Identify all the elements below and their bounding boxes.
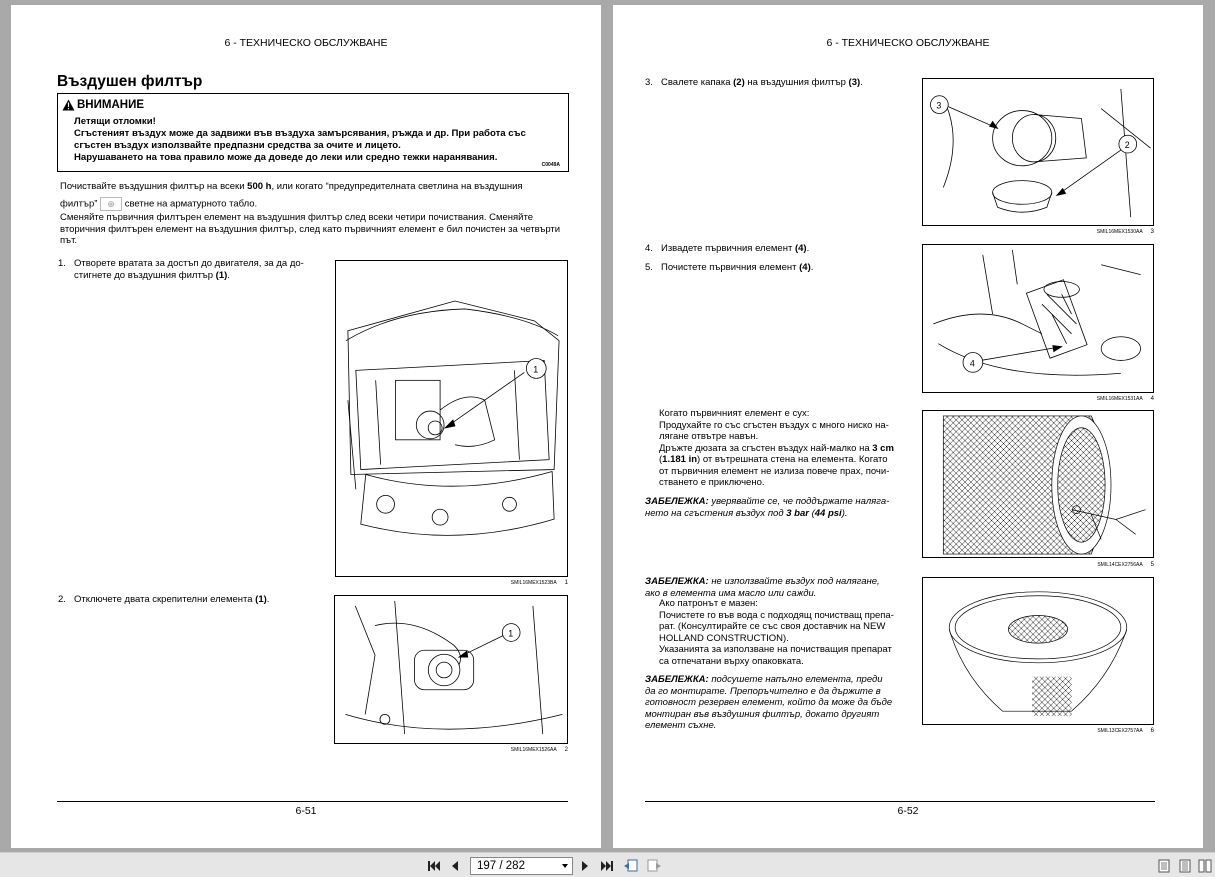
figure-2-caption: SMIL16MEX1526AA 2 xyxy=(510,747,568,753)
next-page-button[interactable] xyxy=(576,857,594,874)
right-page: 6 - ТЕХНИЧЕСКО ОБСЛУЖВАНЕ 3. Свалете капака (2) на въздушния филтър (3). 3 2 SMIL16MEX1530AA 3 4. Извадете първичния елемент (4). 5. Почистете първичния елемент (4). 4 SMIL16MEX1531AA 4 Когато първичният елемент е сух: Продухайте го със сгъстен въздух с много ниско на- лягане отвътре навън. Дръжте дюзата за сгъстен въздух най-малко на 3 cm (1.181 in) от вътрешната стена на елемента. Когато от първичния елемент не излиза повече прах, почи- стването е приключено. ЗАБЕЛЕЖКА: уверявайте се, че поддържате наляга- нето на сгъстения въздух под 3 bar (44 psi). SMIL14CEX2756AA 5 ЗАБЕЛЕЖКА: не използвайте въздух под налягане, ако в елемента има масло или сажди. Ако патронът е мазен: Почистете го във вода с подходящ почистващ препа- рат. (Консултирайте се със своя доставчик на NEW HOLLAND CONSTRUCTION). Указанията за използване на почистващия препарат са отпечатани върху опаковката. ЗАБЕЛЕЖКА: подсушете напълно елемента, преди да го монтирате. Препоръчително е да държите в готовност резервен елемент, който да може да бъде монтиран във въздушния филтър, докато другият елемент съхне. SMIL13CEX2757AA 6 6-52 xyxy=(613,5,1203,848)
figure-5-blowing-element xyxy=(922,410,1154,558)
warning-heading: ВНИМАНИЕ xyxy=(62,99,144,111)
two-page-view-icon xyxy=(1179,859,1191,873)
figure-1-caption: SMIL16MEX1523BA 1 xyxy=(510,580,568,586)
replace-paragraph: Сменяйте първичния филтърен елемент на въздушния филтър след всеки четири почиствания. Сменяйте вторичния филтърен елемент на въздушния филтър, след като първичният елемент е бил почистен за четвърти път. xyxy=(60,212,561,246)
first-page-icon xyxy=(427,860,441,872)
page-number: 6-51 xyxy=(295,805,317,817)
page-header: 6 - ТЕХНИЧЕСКО ОБСЛУЖВАНЕ xyxy=(826,37,990,49)
figure-3-caption: SMIL16MEX1530AA 3 xyxy=(1096,229,1154,235)
note-oil: ЗАБЕЛЕЖКА: не използвайте въздух под налягане, ако в елемента има масло или сажди. xyxy=(645,576,880,599)
two-page-view-button[interactable] xyxy=(1176,857,1194,874)
callout-4: 4 xyxy=(969,358,975,369)
left-page: 6 - ТЕХНИЧЕСКО ОБСЛУЖВАНЕ Въздушен филтър ВНИМАНИЕ Летящи отломки! Сгъстеният въздух може да задвижи във въздуха замърсявания, ръжда и др. При работа със сгъстен въздух използвайте предпазни средства за очите и лицето. Нарушаването на това правило може да доведе до леки или средно тежки наранявания. C0049A Почиствайте въздушния филтър на всеки 500 h, или когато “предупредителната светлина на въздушния филтър” ⊕ светне на арматурното табло. Сменяйте първичния филтърен елемент на въздушния филтър след всеки четири почиствания. Сменяйте вторичния филтърен елемент на въздушния филтър, след като първичният елемент е бил почистен за четвърти път. 1. Отворете вратата за достъп до двигателя, за да до- стигнете до въздушния филтър (1). 1 SMIL16MEX1523BA 1 2. Отключете двата скрепителни елемента (1). 1 SMIL16MEX1526AA 2 6-51 xyxy=(11,5,601,848)
last-page-button[interactable] xyxy=(598,857,616,874)
continuous-view-button[interactable] xyxy=(1196,857,1214,874)
callout-1-fig2: 1 xyxy=(508,628,514,639)
figure-3-cover xyxy=(922,78,1154,226)
first-page-button[interactable] xyxy=(425,857,443,874)
dry-instructions: Когато първичният елемент е сух: Продухайте го със сгъстен въздух с много ниско на- лягане отвътре навън. Дръжте дюзата за сгъстен въздух най-малко на 3 cm (1.181 in) от вътрешната стена на елемента. Когато от първичния елемент не излиза повече прах, почи- стването е приключено. xyxy=(659,408,894,488)
page-header: 6 - ТЕХНИЧЕСКО ОБСЛУЖВАНЕ xyxy=(224,37,388,49)
chevron-down-icon[interactable] xyxy=(562,864,568,868)
single-page-view-icon xyxy=(1158,859,1170,873)
note-drying: ЗАБЕЛЕЖКА: подсушете напълно елемента, преди да го монтирате. Препоръчително е да държите в готовност резервен елемент, който да може да бъде монтиран във въздушния филтър, докато другият елемент съхне. xyxy=(645,674,893,731)
go-forward-icon xyxy=(646,859,662,873)
footer-divider xyxy=(57,801,568,802)
figure-2-fasteners xyxy=(334,595,568,744)
warning-text: Летящи отломки! Сгъстеният въздух може да задвижи във въздуха замърсявания, ръжда и др. При работа със сгъстен въздух използвайте предпазни средства за очите и лицето. Нарушаването на това правило може да доведе до леки или средно тежки наранявания. xyxy=(74,116,526,163)
callout-2: 2 xyxy=(1124,140,1130,151)
figure-6-element-top xyxy=(922,577,1154,725)
figure-4-primary-element xyxy=(922,244,1154,393)
go-back-button[interactable] xyxy=(622,857,640,874)
continuous-view-icon xyxy=(1198,859,1212,873)
viewer-toolbar xyxy=(0,852,1215,877)
warning-box xyxy=(57,93,569,172)
figure-6-caption: SMIL13CEX2757AA 6 xyxy=(1097,728,1154,734)
warning-code: C0049A xyxy=(541,162,560,168)
intro-paragraph-line2: филтър” ⊕ светне на арматурното табло. xyxy=(60,198,258,210)
figure-5-caption: SMIL14CEX2756AA 5 xyxy=(1097,562,1154,568)
greasy-instructions: Ако патронът е мазен: Почистете го във вода с подходящ почистващ препа- рат. (Консултирайте се със своя доставчик на NEW HOLLAND CONSTRUCTION). Указанията за използване на почистващия препарат са отпечатани върху опаковката. xyxy=(659,598,894,667)
air-filter-warning-light-icon: ⊕ xyxy=(100,197,122,211)
page-number-field[interactable]: 197 / 282 xyxy=(470,857,573,875)
step-1: 1. Отворете вратата за достъп до двигателя, за да до- стигнете до въздушния филтър (1). xyxy=(58,258,304,281)
intro-paragraph: Почиствайте въздушния филтър на всеки 500 h, или когато “предупредителната светлина на въздушния xyxy=(60,181,523,192)
callout-1: 1 xyxy=(533,364,539,375)
section-title: Въздушен филтър xyxy=(57,73,203,90)
go-back-icon xyxy=(623,859,639,873)
single-page-view-button[interactable] xyxy=(1155,857,1173,874)
prev-page-icon xyxy=(450,860,460,872)
page-number: 6-52 xyxy=(897,805,919,817)
figure-4-caption: SMIL16MEX1531AA 4 xyxy=(1096,396,1154,402)
callout-3: 3 xyxy=(936,100,942,111)
note-pressure: ЗАБЕЛЕЖКА: уверявайте се, че поддържате наляга- нето на сгъстения въздух под 3 bar (44 psi). xyxy=(645,496,890,519)
go-forward-button[interactable] xyxy=(645,857,663,874)
prev-page-button[interactable] xyxy=(446,857,464,874)
footer-divider xyxy=(645,801,1155,802)
next-page-icon xyxy=(580,860,590,872)
warning-triangle-icon xyxy=(62,99,75,111)
figure-1-engine-access xyxy=(335,260,568,577)
last-page-icon xyxy=(600,860,614,872)
